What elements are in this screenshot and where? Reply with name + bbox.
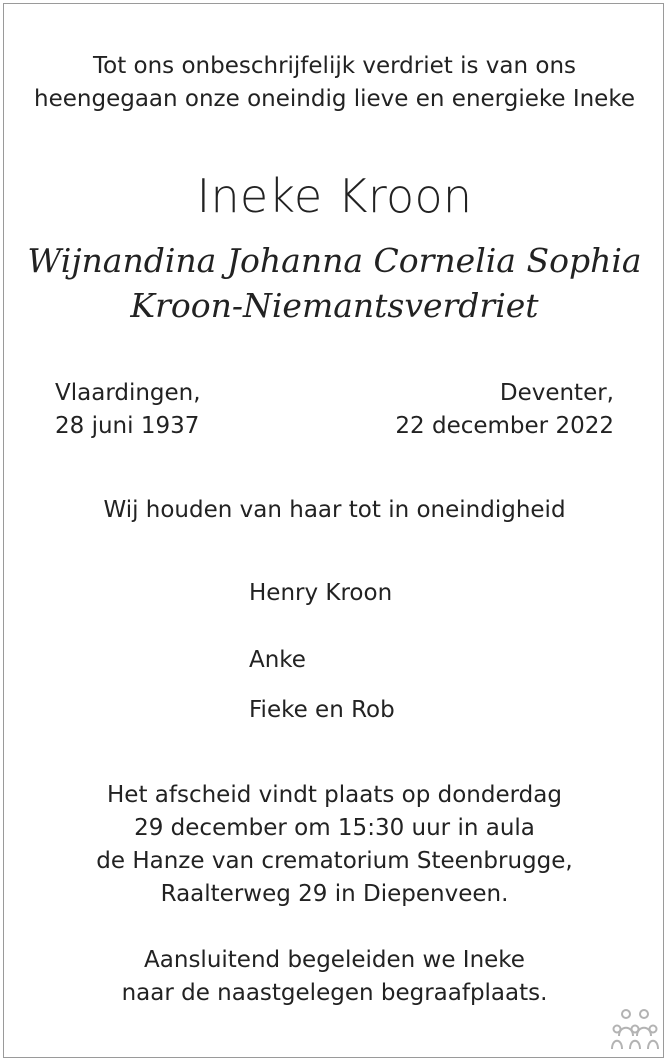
death-place: Deventer, bbox=[499, 380, 614, 406]
birth-date: 28 juni 1937 bbox=[55, 413, 200, 439]
family-member: Henry Kroon bbox=[249, 580, 393, 606]
intro-line-1: Tot ons onbeschrijfelijk verdriet is van ons bbox=[92, 53, 577, 79]
deceased-name: Ineke Kroon bbox=[196, 169, 473, 223]
farewell-line: Het afscheid vindt plaats op donderdag bbox=[107, 782, 562, 808]
farewell-line: Raalterweg 29 in Diepenveen. bbox=[160, 881, 509, 907]
farewell-line: de Hanze van crematorium Steenbrugge, bbox=[96, 848, 573, 874]
burial-line: naar de naastgelegen begraafplaats. bbox=[121, 980, 548, 1006]
people-group-icon bbox=[611, 1008, 659, 1050]
full-name-line-1: Wijnandina Johanna Cornelia Sophia bbox=[27, 241, 642, 280]
family-member: Anke bbox=[249, 647, 306, 673]
farewell-line: 29 december om 15:30 uur in aula bbox=[134, 815, 535, 841]
full-name-line-2: Kroon-Niemantsverdriet bbox=[130, 286, 539, 325]
motto: Wij houden van haar tot in oneindigheid bbox=[103, 497, 566, 523]
family-member: Fieke en Rob bbox=[249, 697, 395, 723]
intro-line-2: heengegaan onze oneindig lieve en energieke Ineke bbox=[34, 86, 635, 112]
burial-line: Aansluitend begeleiden we Ineke bbox=[144, 947, 525, 973]
birth-place: Vlaardingen, bbox=[55, 380, 201, 406]
death-date: 22 december 2022 bbox=[395, 413, 614, 439]
